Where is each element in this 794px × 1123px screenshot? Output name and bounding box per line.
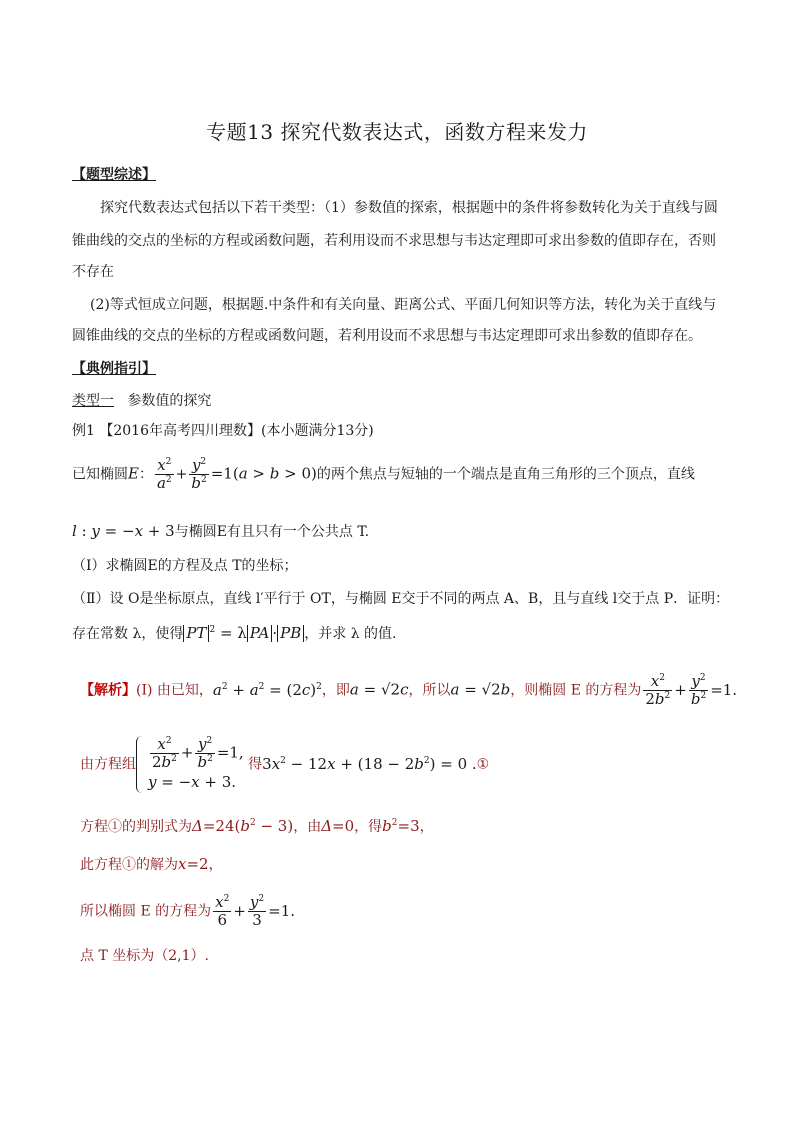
overview-heading: 【题型综述】 <box>72 167 156 183</box>
overview-p1-line2: 锥曲线的交点的坐标的方程或函数问题，若利用设而不求思想与韦达定理即可求出参数的值即存在，否则 <box>72 233 716 249</box>
overview-p1-line3: 不存在 <box>72 264 114 280</box>
type-label: 类型一 <box>72 393 114 409</box>
equation-system: $\frac{x^2}{2b^2}$ + $\frac{y^2}{b^2}$ =1, y = −x + 3. <box>136 736 244 793</box>
examples-heading: 【典例指引】 <box>72 361 156 377</box>
question-suffix: 的两个焦点与短轴的一个端点是直角三角形的三个顶点，直线 <box>316 466 695 483</box>
solution-line6: 点 T 坐标为（2,1）. <box>80 948 209 964</box>
type-heading <box>72 391 211 412</box>
solution-label: 【解析】 <box>80 682 136 699</box>
overview-p2-line2: 圆锥曲线的交点的坐标的方程或函数问题，若利用设而不求思想与韦达定理即可求出参数的值即存在。 <box>72 328 702 344</box>
solution-line3: 方程①的判别式为$\Delta=24(b^2 - 3)$，由Δ=0，得$b^2=3$， <box>80 817 434 835</box>
line-l-suffix: 与椭圆E有且只有一个公共点 T. <box>174 524 370 540</box>
solution-line1: 【解析】(I) 由已知，$a^2 + a^2 = (2c)^2$，即a = √2c，所以a = √2b，则椭圆 E 的方程为 $\frac{x^2}{2b^2}$ + $\frac{y^2}{b^2}$ =1. <box>80 672 738 708</box>
question-prefix: 已知椭圆 <box>72 466 128 483</box>
example1-header: 例1 【2016年高考四川理数】(本小题满分13分) <box>72 423 374 439</box>
part2-line2: 存在常数 λ，使得 PT $^2$ = λ PA · PB ，并求 λ 的值. <box>72 624 397 642</box>
question-line2: l : y = −x + 3与椭圆E有且只有一个公共点 T. <box>72 522 370 540</box>
solution-line4: 此方程①的解为x=2， <box>80 855 223 873</box>
type-text: 参数值的探究 <box>127 393 212 409</box>
question-line1: 已知椭圆E： $\frac{x^2}{a^2}$ + $\frac{y^2}{b^2}$ =1(a > b > 0)的两个焦点与短轴的一个端点是直角三角形的三个顶点，直线 <box>72 456 695 492</box>
solution-line5: 所以椭圆 E 的方程为 $\frac{x^2}{6}$ + $\frac{y^2}{3}$ =1. <box>80 893 296 929</box>
frac-y2-b2: $\frac{y^2}{b^2}$ <box>191 456 207 492</box>
overview-p2-line1: (2)等式恒成立问题，根据题.中条件和有关向量、距离公式、平面几何知识等方法，转化为关于直线与 <box>90 297 717 313</box>
var-E: E <box>128 464 139 483</box>
page-title: 专题13 探究代数表达式，函数方程来发力 <box>206 120 588 144</box>
solution-line2: 由方程组 $\frac{x^2}{2b^2}$ + $\frac{y^2}{b^2}$ =1, y = −x + 3. 得$3x^2 - 12x + (18 - 2b^2) = 0$ .① <box>80 735 490 791</box>
overview-p1-line1: 探究代数表达式包括以下若干类型：（1）参数值的探索，根据题中的条件将参数转化为关于直线与圆 <box>100 200 718 216</box>
part1-text: （Ⅰ）求椭圆E的方程及点 T的坐标； <box>72 558 298 574</box>
frac-x2-a2: $\frac{x^2}{a^2}$ <box>156 456 172 492</box>
part2-text: （Ⅱ）设 O是坐标原点，直线 l′平行于 OT，与椭圆 E交于不同的两点 A、B，且与直线 l交于点 P．证明： <box>72 591 730 607</box>
